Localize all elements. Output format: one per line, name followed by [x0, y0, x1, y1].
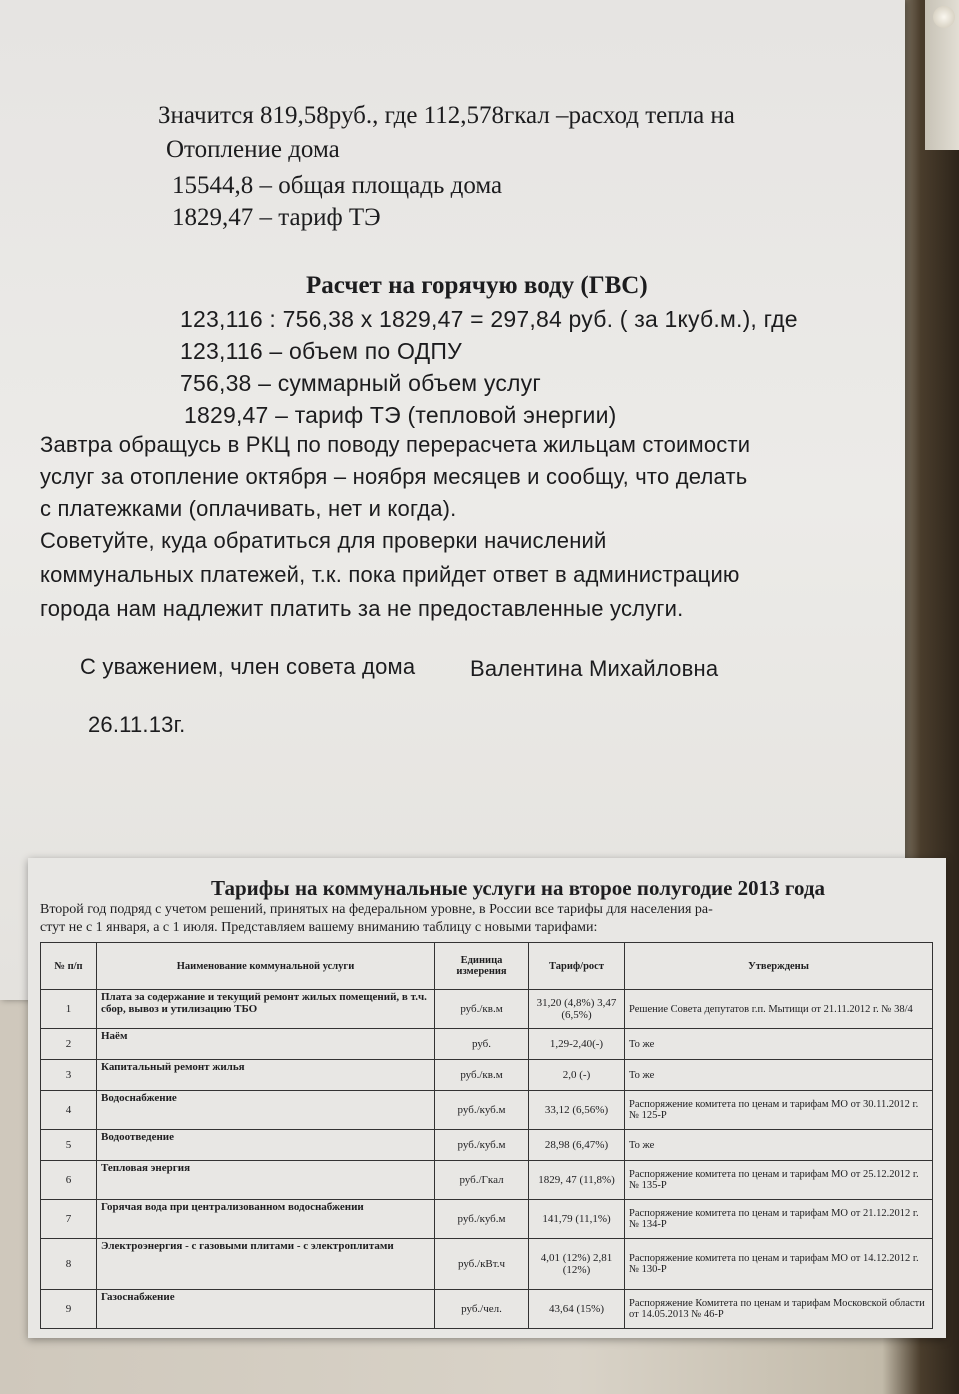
unit: руб./куб.м: [435, 1200, 529, 1239]
row-number: 2: [41, 1029, 97, 1060]
letter-line: Завтра обращусь в РКЦ по поводу перерасчета жильцам стоимости: [40, 432, 751, 457]
pin-icon: [933, 6, 955, 28]
tariff: 31,20 (4,8%) 3,47 (6,5%): [529, 990, 625, 1029]
letter-date: 26.11.13г.: [88, 712, 186, 737]
approved-by: Распоряжение комитета по ценам и тарифам МО от 14.12.2012 г. № 130-Р: [625, 1239, 933, 1290]
signature-name: Валентина Михайловна: [470, 656, 719, 681]
unit: руб./куб.м: [435, 1130, 529, 1161]
letter-line: 15544,8 – общая площадь дома: [172, 172, 503, 199]
tariff: 33,12 (6,56%): [529, 1091, 625, 1130]
tape-strip: [925, 0, 959, 150]
letter-line: с платежками (оплачивать, нет и когда).: [40, 496, 457, 521]
table-row: [41, 1161, 933, 1200]
unit: руб./чел.: [435, 1290, 529, 1329]
letter-line: города нам надлежит платить за не предоставленные услуги.: [40, 596, 684, 621]
service-name: Газоснабжение: [97, 1290, 435, 1329]
row-number: 8: [41, 1239, 97, 1290]
row-number: 5: [41, 1130, 97, 1161]
table-row: [41, 990, 933, 1029]
tariff: 2,0 (-): [529, 1060, 625, 1091]
service-name: Плата за содержание и текущий ремонт жилых помещений, в т.ч. сбор, вывоз и утилизацию ТБО: [97, 990, 435, 1029]
approved-by: Решение Совета депутатов г.п. Мытищи от 21.11.2012 г. № 38/4: [625, 990, 933, 1029]
col-header: Единица измерения: [435, 943, 529, 990]
table-row: [41, 1091, 933, 1130]
letter-line: Значится 819,58руб., где 112,578гкал –расход тепла на: [158, 102, 735, 129]
notice-intro-line: Второй год подряд с учетом решений, принятых на федеральном уровне, в России все тарифы для населения ра-: [40, 902, 713, 917]
service-name: Тепловая энергия: [97, 1161, 435, 1200]
unit: руб./кв.м: [435, 990, 529, 1029]
letter-line: Отопление дома: [166, 136, 340, 163]
col-header: Тариф/рост: [529, 943, 625, 990]
row-number: 1: [41, 990, 97, 1029]
letter-line: коммунальных платежей, т.к. пока прийдет ответ в администрацию: [40, 562, 740, 587]
approved-by: То же: [625, 1130, 933, 1161]
unit: руб./Гкал: [435, 1161, 529, 1200]
table-header-row: [41, 943, 933, 990]
approved-by: Распоряжение комитета по ценам и тарифам МО от 30.11.2012 г. № 125-Р: [625, 1091, 933, 1130]
row-number: 3: [41, 1060, 97, 1091]
tariff-table: [40, 942, 933, 1329]
approved-by: Распоряжение комитета по ценам и тарифам МО от 21.12.2012 г. № 134-Р: [625, 1200, 933, 1239]
approved-by: То же: [625, 1029, 933, 1060]
service-name: Электроэнергия - с газовыми плитами - с электроплитами: [97, 1239, 435, 1290]
row-number: 9: [41, 1290, 97, 1329]
tariff: 141,79 (11,1%): [529, 1200, 625, 1239]
row-number: 7: [41, 1200, 97, 1239]
notice-title: Тарифы на коммунальные услуги на второе полугодие 2013 года: [211, 876, 825, 900]
tariff: 4,01 (12%) 2,81 (12%): [529, 1239, 625, 1290]
table-row: [41, 1239, 933, 1290]
unit: руб./куб.м: [435, 1091, 529, 1130]
unit: руб./кВт.ч: [435, 1239, 529, 1290]
approved-by: То же: [625, 1060, 933, 1091]
letter-line: 756,38 – суммарный объем услуг: [180, 370, 541, 396]
letter-line: услуг за отопление октября – ноября месяцев и сообщу, что делать: [40, 464, 748, 489]
approved-by: Распоряжение комитета по ценам и тарифам МО от 25.12.2012 г. № 135-Р: [625, 1161, 933, 1200]
unit: руб.: [435, 1029, 529, 1060]
table-row: [41, 1060, 933, 1091]
service-name: Водоснабжение: [97, 1091, 435, 1130]
unit: руб./кв.м: [435, 1060, 529, 1091]
service-name: Наём: [97, 1029, 435, 1060]
approved-by: Распоряжение Комитета по ценам и тарифам Московской области от 14.05.2013 № 46-Р: [625, 1290, 933, 1329]
service-name: Капитальный ремонт жилья: [97, 1060, 435, 1091]
tariff: 1,29-2,40(-): [529, 1029, 625, 1060]
row-number: 6: [41, 1161, 97, 1200]
signature-line: С уважением, член совета дома: [80, 654, 416, 679]
letter-line: 1829,47 – тариф ТЭ (тепловой энергии): [184, 402, 617, 428]
table-row: [41, 1029, 933, 1060]
tariff: 28,98 (6,47%): [529, 1130, 625, 1161]
service-name: Горячая вода при централизованном водоснабжении: [97, 1200, 435, 1239]
row-number: 4: [41, 1091, 97, 1130]
table-row: [41, 1130, 933, 1161]
table-row: [41, 1290, 933, 1329]
col-header: Наименование коммунальной услуги: [97, 943, 435, 990]
letter-line: Советуйте, куда обратиться для проверки начислений: [40, 528, 607, 553]
notice-intro-line: стут не с 1 января, а с 1 июля. Представляем вашему вниманию таблицу с новыми тарифами:: [40, 920, 598, 935]
tariff: 1829, 47 (11,8%): [529, 1161, 625, 1200]
tariff-notice-sheet: [28, 858, 946, 1338]
letter-line: 1829,47 – тариф ТЭ: [172, 204, 381, 231]
letter-line: 123,116 – объем по ОДПУ: [180, 338, 462, 364]
section-heading: Расчет на горячую воду (ГВС): [306, 272, 648, 299]
col-header: № п/п: [41, 943, 97, 990]
col-header: Утверждены: [625, 943, 933, 990]
table-row: [41, 1200, 933, 1239]
tariff: 43,64 (15%): [529, 1290, 625, 1329]
service-name: Водоотведение: [97, 1130, 435, 1161]
letter-line: 123,116 : 756,38 х 1829,47 = 297,84 руб. ( за 1куб.м.), где: [180, 306, 798, 332]
